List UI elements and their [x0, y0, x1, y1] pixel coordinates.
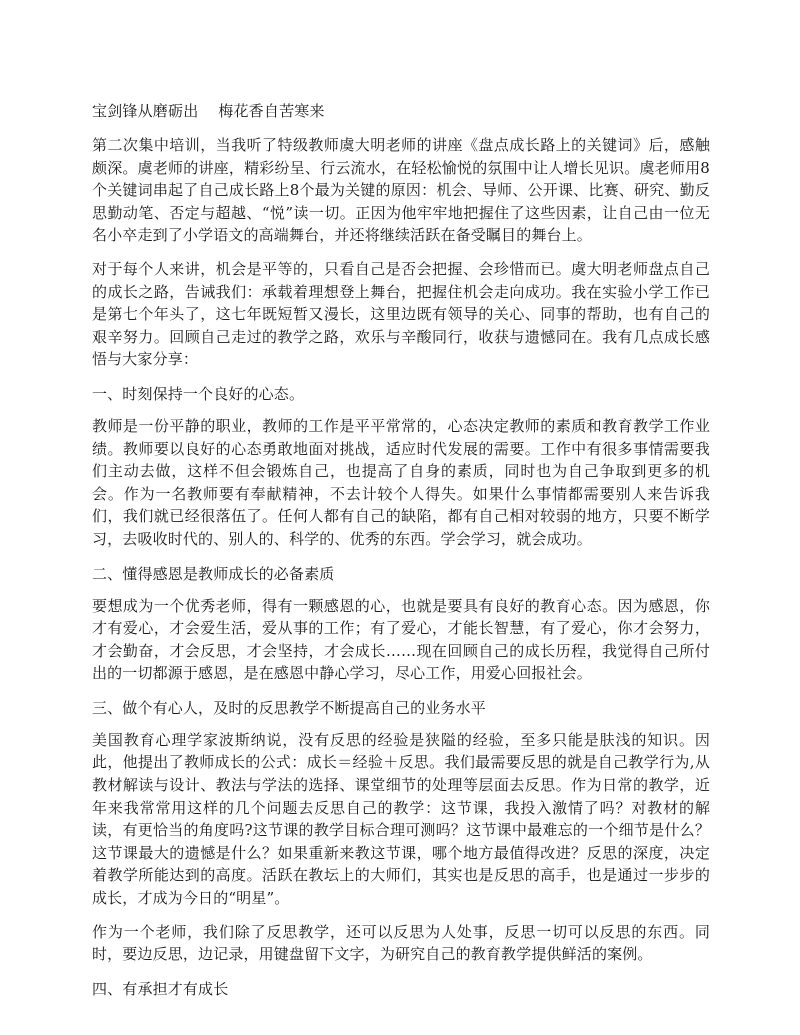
paragraph-gratitude: 要想成为一个优秀老师，得有一颗感恩的心，也就是要具有良好的教育心态。因为感恩，你才有爱心，才会爱生活，爱从事的工作；有了爱心，才能长智慧，有了爱心，你才会努力，才会勤奋，才会反思，才会坚持，才会成长……现在回顾自己的成长历程，我觉得自己所付出的一切都源于感恩，是在感恩中静心学习，尽心工作，用爱心回报社会。 — [92, 596, 710, 683]
document-title: 宝剑锋从磨砺出 梅花香自苦寒来 — [92, 102, 325, 120]
section-heading-3: 三、做个有心人，及时的反思教学不断提高自己的业务水平 — [92, 698, 486, 717]
paragraph-intro: 第二次集中培训，当我听了特级教师虞大明老师的讲座《盘点成长路上的关键词》后，感触颇深。虞老师的讲座，精彩纷呈、行云流水，在轻松愉悦的氛围中让人增长见识。虞老师用8个关键词串起了自己成长路上8个最为关键的原因：机会、导师、公开课、比赛、研究、勤反思勤动笔、否定与超越、“悦”读一切。正因为他牢牢地把握住了这些因素，让自己由一位无名小卒走到了小学语文的高端舞台，并还将继续活跃在备受瞩目的舞台上。 — [92, 136, 710, 245]
section-heading-1: 一、时刻保持一个良好的心态。 — [92, 384, 305, 403]
paragraph-reflection: 美国教育心理学家波斯纳说，没有反思的经验是狭隘的经验，至多只能是肤浅的知识。因此，他提出了教师成长的公式：成长＝经验＋反思。我们最需要反思的就是自己教学行为,从教材解读与设计、教法与学法的选择、课堂细节的处理等层面去反思。作为日常的教学，近年来我常常用这样的几个问题去反思自己的教学：这节课，我投入激情了吗？对教材的解读，有更恰当的角度吗?这节课的教学目标合理可测吗？这节课中最难忘的一个细节是什么？这节课最大的遗憾是什么？如果重新来教这节课，哪个地方最值得改进？反思的深度，决定着教学所能达到的高度。活跃在教坛上的大师们，其实也是反思的高手，也是通过一步步的成长，才成为今日的“明星”。 — [92, 730, 710, 908]
paragraph-mindset: 教师是一份平静的职业，教师的工作是平平常常的，心态决定教师的素质和教育教学工作业绩。教师要以良好的心态勇敢地面对挑战，适应时代发展的需要。工作中有很多事情需要我们主动去做，这样不但会锻炼自己，也提高了自身的素质，同时也为自己争取到更多的机会。作为一名教师要有奉献精神，不去计较个人得失。如果什么事情都需要别人来告诉我们，我们就已经很落伍了。任何人都有自己的缺陷，都有自己相对较弱的地方，只要不断学习，去吸收时代的、别人的、科学的、优秀的东西。学会学习，就会成功。 — [92, 416, 710, 548]
section-heading-4: 四、有承担才有成长 — [92, 979, 229, 998]
document-page — [92, 98, 710, 1010]
paragraph-opportunity: 对于每个人来讲，机会是平等的，只看自己是否会把握、会珍惜而已。虞大明老师盘点自己的成长之路，告诫我们：承载着理想登上舞台，把握住机会走向成功。我在实验小学工作已是第七个年头了，这七年既短暂又漫长，这里边既有领导的关心、同事的帮助，也有自己的艰辛努力。回顾自己走过的教学之路，欢乐与辛酸同行，收获与遗憾同在。我有几点成长感悟与大家分享： — [92, 259, 710, 369]
section-heading-2: 二、懂得感恩是教师成长的必备素质 — [92, 564, 335, 583]
paragraph-reflection-record: 作为一个老师，我们除了反思教学，还可以反思为人处事，反思一切可以反思的东西。同时，要边反思，边记录，用键盘留下文字，为研究自己的教育教学提供鲜活的案例。 — [92, 922, 710, 964]
